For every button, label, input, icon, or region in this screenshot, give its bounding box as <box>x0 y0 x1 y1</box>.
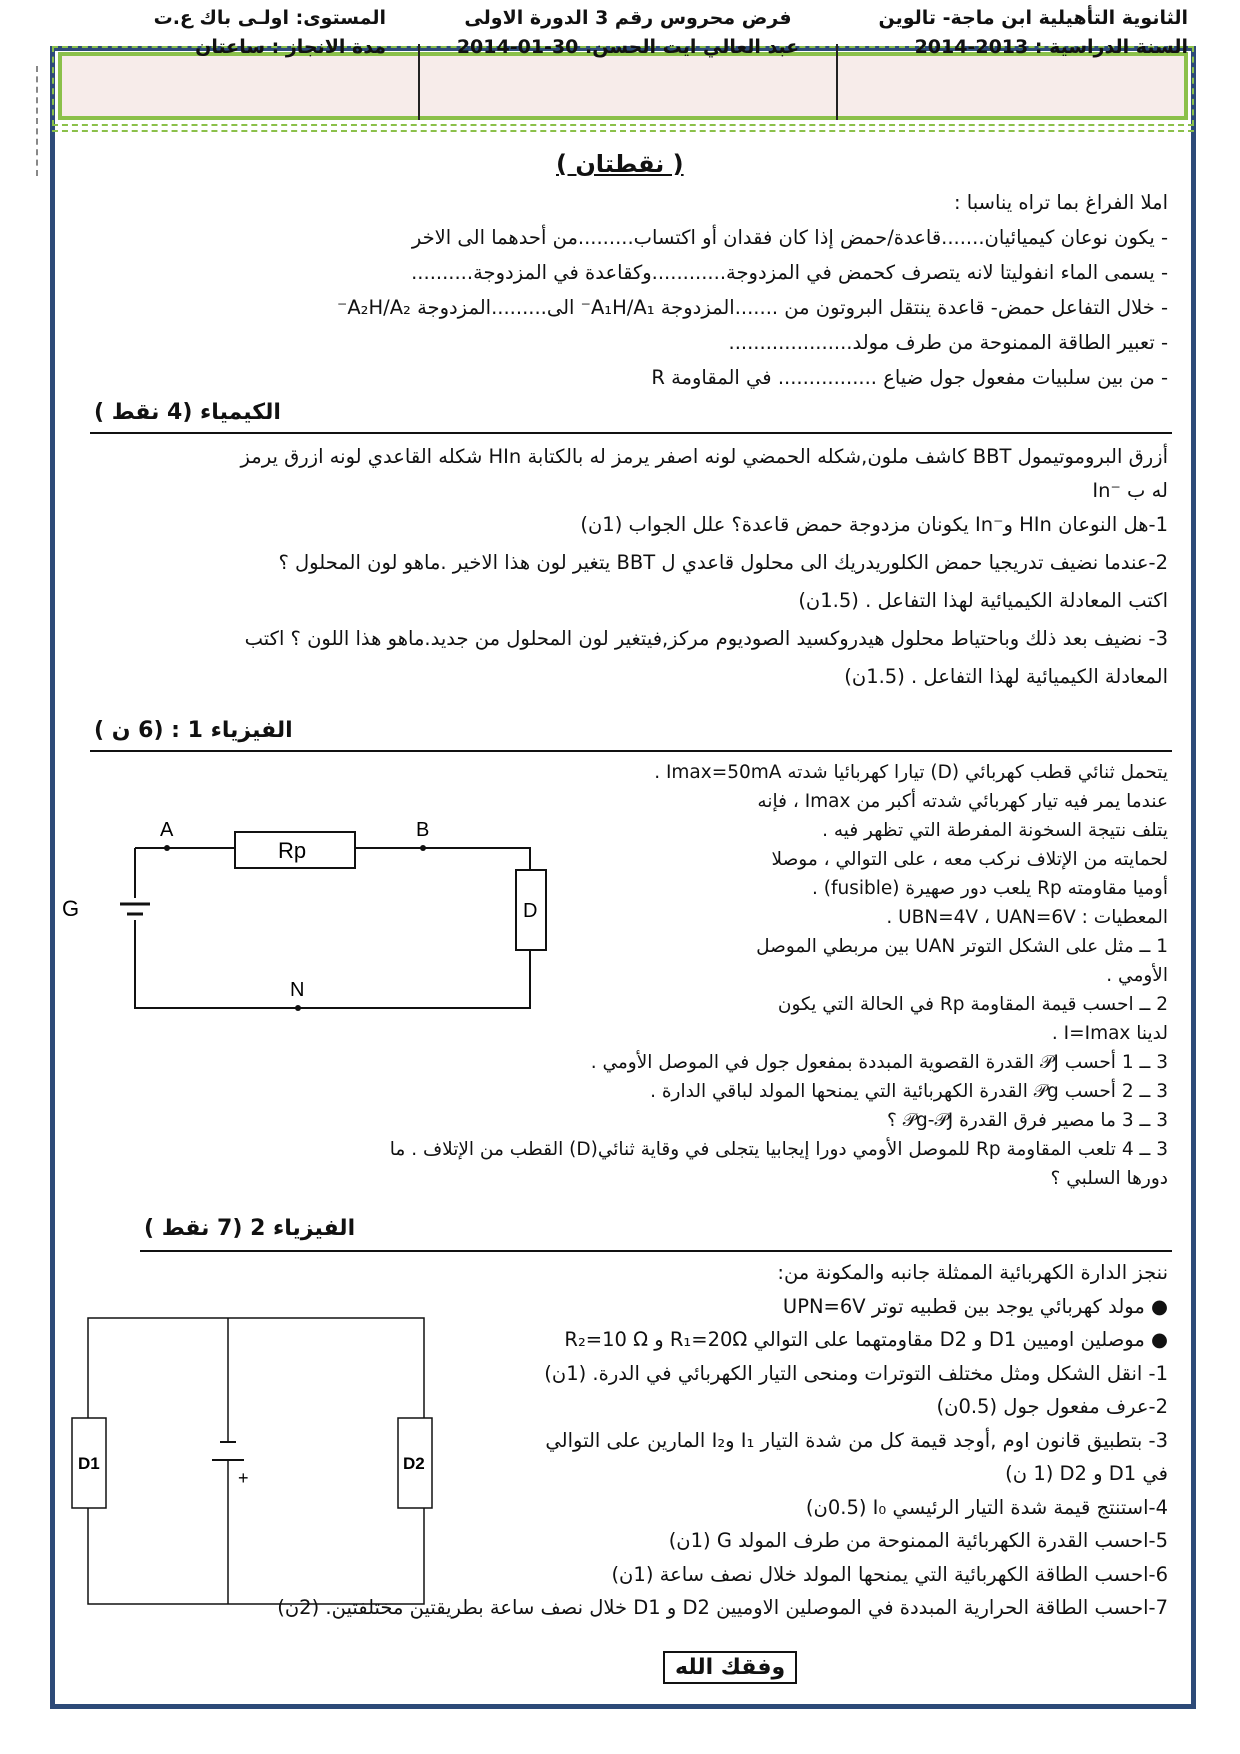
school-year: السنة الدراسية : 2013-2014 <box>914 36 1188 58</box>
chemistry-line: له ب ⁻In <box>1092 479 1168 502</box>
physics1-line: 1 ــ مثل على الشكل التوتر UAN بين مربطي الموصل <box>756 936 1168 957</box>
header-middle <box>428 4 828 62</box>
label-rp: Rp <box>278 838 307 863</box>
exam-title: فرض محروس رقم 3 الدورة الاولى <box>464 7 792 29</box>
physics1-line: المعطيات : UBN=4V ، UAN=6V . <box>886 907 1168 928</box>
chemistry-line: اكتب المعادلة الكيميائية لهذا التفاعل . (1.5ن) <box>798 589 1168 612</box>
intro-title: ( نقطتان ) <box>556 150 684 178</box>
intro-block <box>68 188 1168 393</box>
physics1-line: أوميا مقاومته Rp يلعب دور صهيرة (fusible) . <box>811 878 1168 899</box>
physics1-text <box>598 758 1168 1048</box>
teacher-date: عبد العالي ايت الحسن. 30-01-2014 <box>456 36 800 58</box>
label-d: D <box>523 900 538 922</box>
physics2-line: ننجز الدارة الكهربائية الممثلة جانبه والمكونة من: <box>777 1261 1168 1284</box>
wire <box>135 920 530 1008</box>
node-a <box>164 845 170 851</box>
physics1-line: لحمايته من الإتلاف نركب معه ، على التوالي ، موصلا <box>771 849 1168 870</box>
physics1-line: الأومي . <box>1106 965 1168 986</box>
chemistry-line: 3- نضيف بعد ذلك وباحتياط محلول هيدروكسيد الصوديوم مركز,فيتغير لون المحلول من جديد.ماهو هذا اللون ؟ اكتب <box>244 627 1168 650</box>
physics2-line: 1- انقل الشكل ومثل مختلف التوترات ومنحى التيار الكهربائي في الدرة. (1ن) <box>544 1361 1168 1385</box>
physics1-question: دورها السلبي ؟ <box>1050 1168 1168 1189</box>
intro-item: - من بين سلبيات مفعول جول ضياع ................ في المقاومة R <box>651 366 1168 389</box>
level: المستوى: اولـى باك ع.ت <box>153 7 386 29</box>
intro-item: - يسمى الماء انفوليتا لانه يتصرف كحمض في المزدوجة............وكقاعدة في المزدوجة.......... <box>411 261 1168 284</box>
physics1-question: 3 ــ 4 تلعب المقاومة Rp للموصل الأومي دورا إيجابيا يتجلى في وقاية ثنائي(D) القطب من الإتلاف . ما <box>389 1139 1168 1160</box>
header <box>58 52 1188 120</box>
physics2-line: 7-احسب الطاقة الحرارية المبددة في الموصلين الاوميين D2 و D1 خلال نصف ساعة بطريقتين مختلفتين. (2ن) <box>277 1596 1168 1619</box>
label-g: G <box>62 896 80 921</box>
section-rule <box>90 750 1172 752</box>
physics1-line: عندما يمر فيه تيار كهربائي شدته أكبر من Imax ، فإنه <box>757 791 1168 812</box>
physics2-title: الفيزياء 2 (7 نقط ) <box>144 1216 356 1241</box>
physics2-line: 6-احسب الطاقة الكهربائية التي يمنحها المولد خلال نصف ساعة (1ن) <box>611 1562 1168 1586</box>
label-n: N <box>290 979 305 1001</box>
label-d2: D2 <box>403 1454 425 1473</box>
intro-item: - يكون نوعان كيميائيان.......قاعدة/حمض إذا كان فقدان أو اكتساب.........من أحدهما الى الاخر <box>411 226 1168 249</box>
margin-marks <box>36 66 38 176</box>
header-dash-line <box>52 130 1194 132</box>
physics1-line: يتحمل ثنائي قطب كهربائي (D) تيارا كهربائيا شدته Imax=50mA . <box>654 762 1168 783</box>
chemistry-line: 1-هل النوعان HIn و⁻In يكونان مزدوجة حمض قاعدة؟ علل الجواب (1ن) <box>580 513 1168 536</box>
physics2-line: 2-عرف مفعول جول (0.5ن) <box>936 1395 1168 1418</box>
header-right <box>828 4 1188 62</box>
physics1-line: يتلف نتيجة السخونة المفرطة التي تظهر فيه . <box>822 820 1168 841</box>
label-a: A <box>160 819 174 841</box>
label-d1: D1 <box>78 1454 100 1473</box>
physics2-line: ● موصلين اوميين D1 و D2 مقاومتهما على التوالي R₁=20Ω و R₂=10 Ω <box>564 1328 1168 1351</box>
physics2-line: في D1 و D2 (1 ن) <box>1005 1462 1168 1485</box>
physics2-line: 3- بتطبيق قانون اوم ,أوجد قيمة كل من شدة التيار I₁ وI₂ المارين على التوالي <box>545 1428 1168 1452</box>
physics1-line: 2 ــ احسب قيمة المقاومة Rp في الحالة التي يكون <box>777 994 1168 1015</box>
physics1-title: الفيزياء 1 : (6 ن ) <box>94 718 293 743</box>
section-rule <box>140 1250 1172 1252</box>
physics1-line: لدينا I=Imax . <box>1051 1023 1168 1044</box>
chemistry-title: الكيمياء (4 نقط ) <box>94 400 281 425</box>
chemistry-block <box>68 442 1168 692</box>
physics1-question: 3 ــ 1 أحسب 𝒫J القدرة القصوية المبددة بمفعول جول في الموصل الأومي . <box>590 1052 1168 1073</box>
physics2-line: ● مولد كهربائي يوجد بين قطبيه توتر UPN=6V <box>782 1294 1168 1318</box>
chemistry-line: أزرق البروموتيمول BBT كاشف ملون,شكله الحمضي لونه اصفر يرمز له بالكتابة HIn شكله القاعدي لونه ازرق يرمز <box>240 445 1168 468</box>
wire <box>355 848 530 870</box>
physics1-question: 3 ــ 3 ما مصير فرق القدرة 𝒫g-𝒫J ؟ <box>886 1110 1168 1131</box>
circuit-loop <box>88 1318 424 1604</box>
node-b <box>420 845 426 851</box>
circuit-1-diagram <box>60 818 580 1018</box>
section-rule <box>90 432 1172 434</box>
label-b: B <box>416 819 430 841</box>
label-plus: + <box>238 1468 249 1488</box>
physics1-question: 3 ــ 2 أحسب 𝒫g القدرة الكهربائية التي يمنحها المولد لباقي الدارة . <box>650 1081 1168 1102</box>
intro-item: - خلال التفاعل حمض- قاعدة ينتقل البروتون من .......المزدوجة A₁H/A₁⁻ الى.........المزدوجة A₂H/A₂⁻ <box>337 296 1168 319</box>
intro-prompt: املا الفراغ بما تراه يناسبا : <box>954 191 1168 214</box>
chemistry-line: 2-عندما نضيف تدريجيا حمض الكلوريدريك الى محلول قاعدي ل BBT يتغير لون هذا الاخير .ماهو لون المحلول ؟ <box>278 551 1168 574</box>
node-n <box>295 1005 301 1011</box>
chemistry-line: المعادلة الكيميائية لهذا التفاعل . (1.5ن) <box>844 665 1168 688</box>
physics2-line: 4-استنتج قيمة شدة التيار الرئيسي I₀ (0.5ن) <box>805 1495 1168 1519</box>
header-separator <box>418 44 420 120</box>
circuit-2-diagram <box>66 1312 446 1612</box>
closing-note: وفقك الله <box>663 1651 797 1684</box>
duration: مدة الانجاز : ساعتان <box>195 36 386 58</box>
physics2-line: 5-احسب القدرة الكهربائية الممنوحة من طرف المولد G (1ن) <box>668 1529 1168 1552</box>
intro-item: - تعبير الطاقة الممنوحة من طرف مولد.................... <box>728 331 1168 354</box>
physics1-questions <box>68 1048 1168 1193</box>
school-name: الثانوية التأهيلية ابن ماجة- تالوين <box>878 7 1188 29</box>
header-left <box>56 4 386 62</box>
